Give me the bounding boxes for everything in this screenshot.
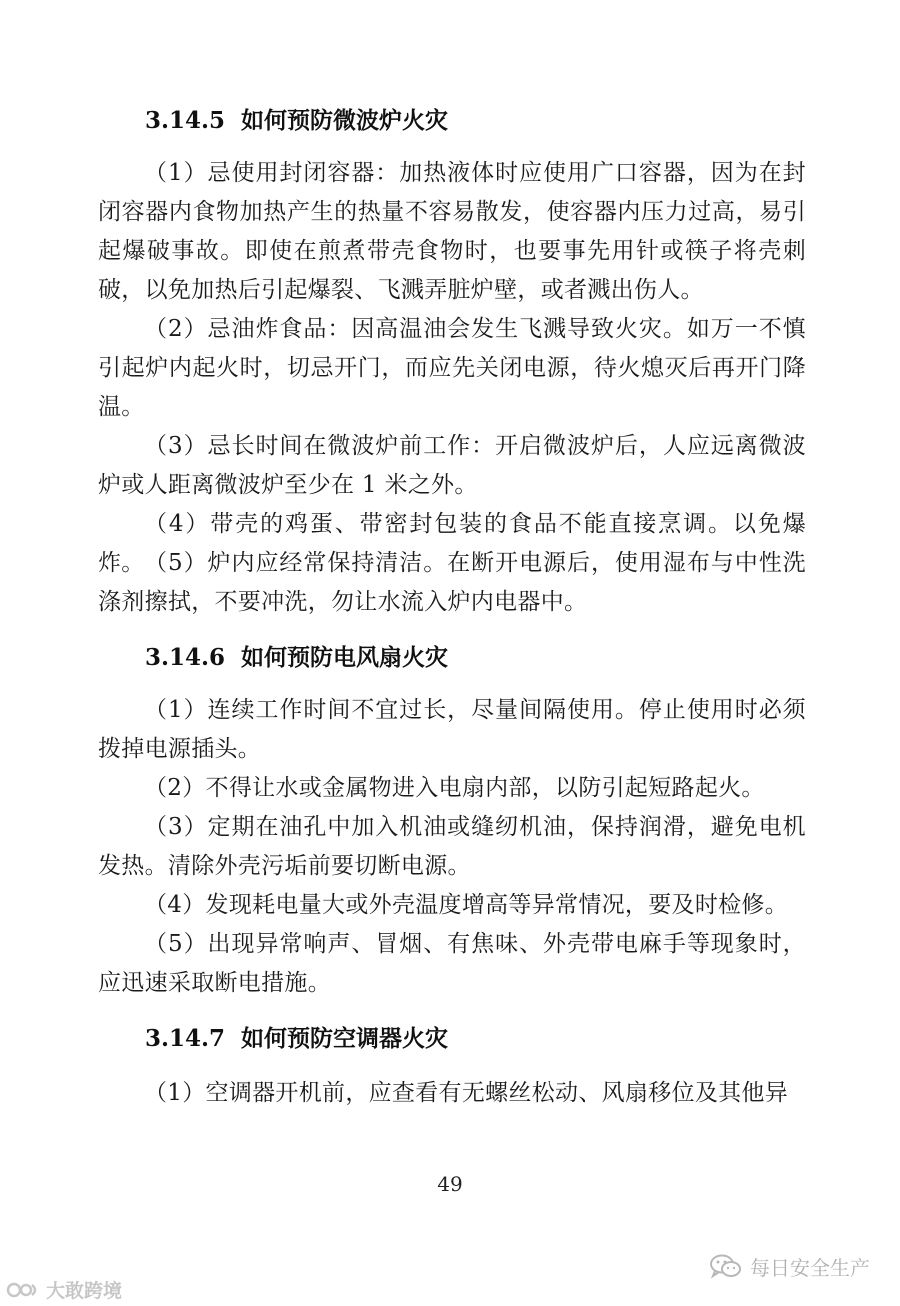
paragraph: （1）连续工作时间不宜过长，尽量间隔使用。停止使用时必须拨掉电源插头。: [98, 697, 806, 762]
section-number: 3.14.6: [145, 644, 226, 671]
paragraph: （5）炉内应经常保持清洁。在断开电源后，使用湿布与中性洗涤剂擦拭，不要冲洗，勿让水流入炉内电器中。: [98, 550, 806, 615]
paragraph: （3）忌长时间在微波炉前工作：开启微波炉后，人应远离微波炉或人距离微波炉至少在 1 米之外。: [98, 433, 806, 498]
page-number: 49: [437, 1172, 463, 1196]
paragraph: （2）忌油炸食品：因高温油会发生飞溅导致火灾。如万一不慎引起炉内起火时，切忌开门，而应先关闭电源，待火熄灭后再开门降温。: [98, 316, 806, 420]
watermark-right: [710, 1252, 870, 1281]
paragraph: （1）空调器开机前，应查看有无螺丝松动、风扇移位及其他异: [144, 1080, 789, 1106]
paragraph: （3）定期在油孔中加入机油或缝纫机油，保持润滑，避免电机发热。清除外壳污垢前要切断电源。: [98, 814, 806, 879]
watermark-left: [6, 1276, 122, 1303]
paragraph: （4）发现耗电量大或外壳温度增高等异常情况，要及时检修。: [144, 892, 789, 918]
watermark-right-text: 每日安全生产: [750, 1256, 870, 1280]
section-number: 3.14.5: [145, 107, 226, 134]
section-title: 如何预防空调器火灾: [241, 1025, 448, 1052]
paragraph: （4）带壳的鸡蛋、带密封包装的食品不能直接烹调。以免爆炸。: [98, 511, 806, 576]
paragraph: （1）忌使用封闭容器：加热液体时应使用广口容器，因为在封闭容器内食物加热产生的热量不容易散发，使容器内压力过高，易引起爆破事故。即使在煎煮带壳食物时，也要事先用针或筷子将壳刺破，以免加热后引起爆裂、飞溅弄脏炉壁，或者溅出伤人。: [98, 160, 806, 303]
section-title: 如何预防微波炉火灾: [241, 107, 448, 134]
section-heading-3-14-7: [145, 1024, 448, 1054]
section-title: 如何预防电风扇火灾: [241, 644, 448, 671]
wechat-icon: [710, 1254, 742, 1280]
section-heading-3-14-6: [145, 643, 448, 673]
section-number: 3.14.7: [145, 1025, 226, 1052]
paragraph: （2）不得让水或金属物进入电扇内部，以防引起短路起火。: [144, 775, 765, 801]
section-heading-3-14-5: [145, 106, 448, 136]
logo-icon: [6, 1281, 40, 1299]
watermark-left-text: 大敢跨境: [46, 1280, 123, 1302]
paragraph: （5）出现异常响声、冒烟、有焦味、外壳带电麻手等现象时，应迅速采取断电措施。: [98, 931, 806, 996]
